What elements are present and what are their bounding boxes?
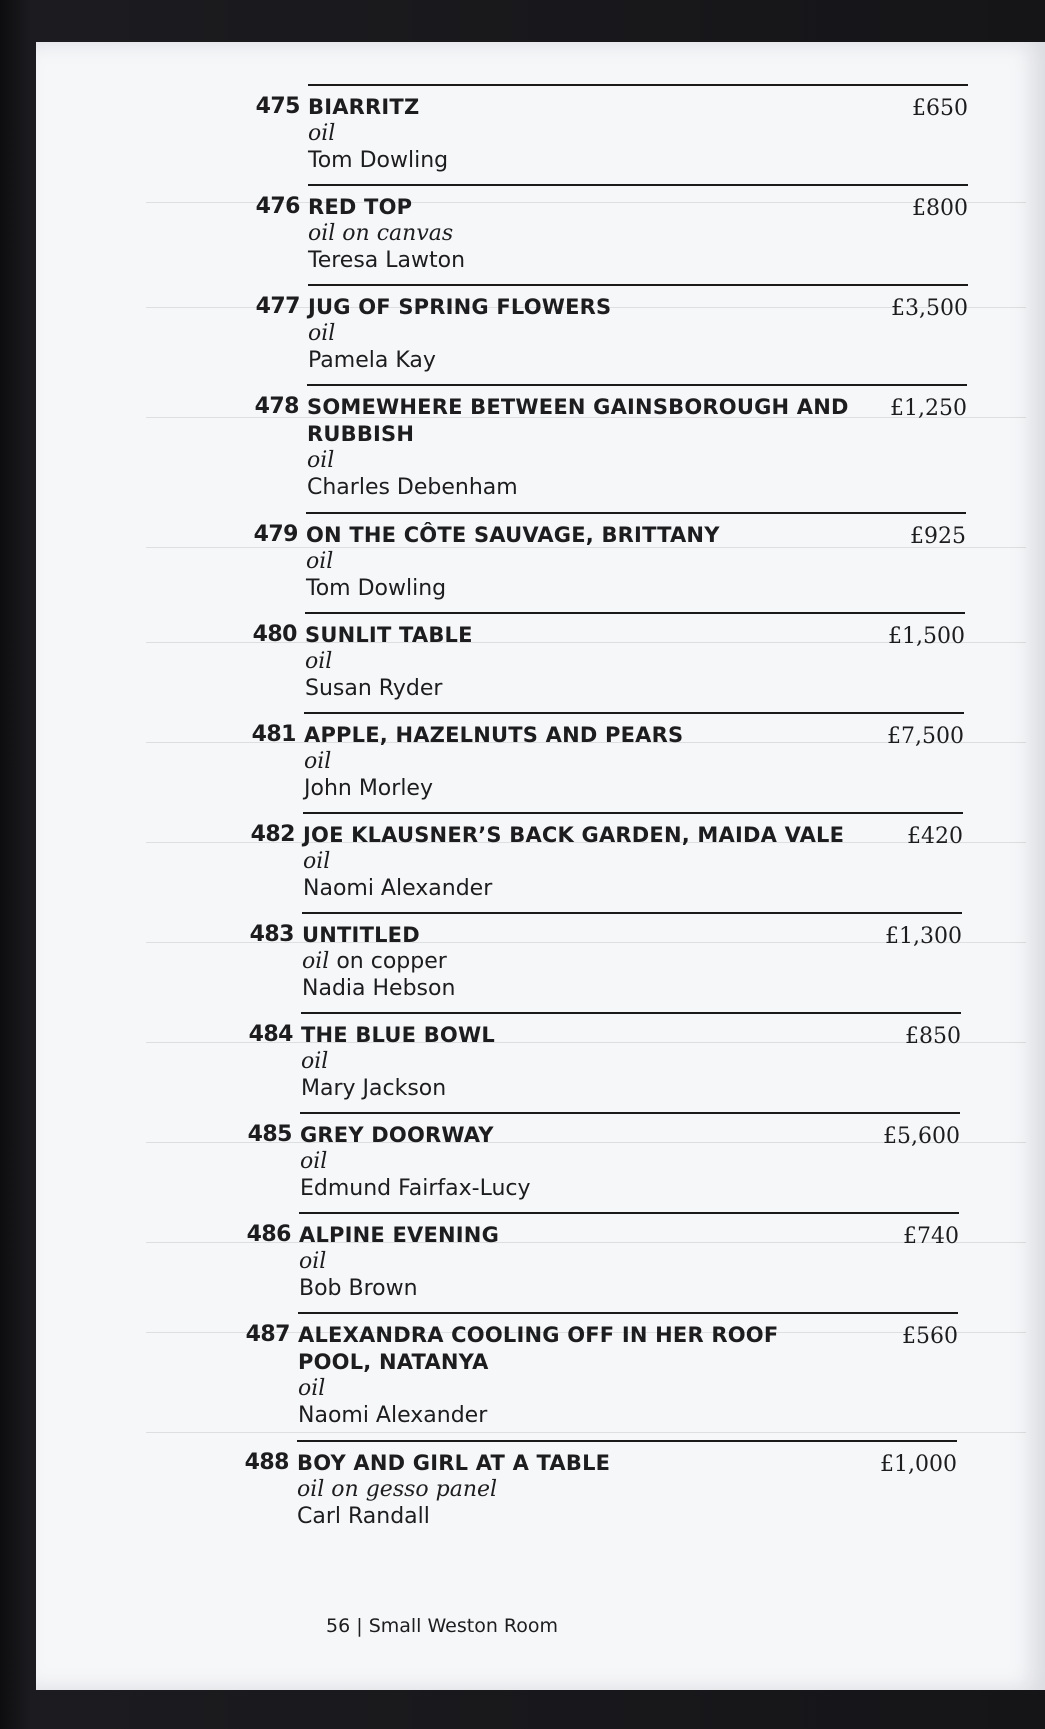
artwork-price: £7,500 bbox=[887, 724, 964, 749]
lot-number: 483 bbox=[249, 922, 294, 947]
lot-number: 478 bbox=[254, 394, 299, 419]
entry-divider bbox=[299, 1212, 959, 1214]
catalogue-entry bbox=[248, 512, 1045, 612]
catalogue-page bbox=[36, 42, 1045, 1690]
artwork-price: £650 bbox=[912, 96, 968, 121]
lot-number: 475 bbox=[255, 94, 300, 119]
artwork-title: JUG OF SPRING FLOWERS bbox=[308, 295, 612, 319]
artwork-title: ALPINE EVENING bbox=[299, 1223, 500, 1247]
artwork-price: £925 bbox=[910, 524, 966, 549]
lot-number: 486 bbox=[246, 1222, 291, 1247]
artwork-title: SUNLIT TABLE bbox=[305, 623, 473, 647]
artwork-title: ON THE CÔTE SAUVAGE, BRITTANY bbox=[306, 523, 720, 547]
lot-number: 488 bbox=[244, 1450, 289, 1475]
entry-divider bbox=[302, 912, 962, 914]
lot-number: 479 bbox=[253, 522, 298, 547]
artwork-medium: oil bbox=[300, 1149, 328, 1174]
artwork-price: £1,250 bbox=[890, 396, 967, 421]
artwork-price: £850 bbox=[905, 1024, 961, 1049]
artwork-medium: oil bbox=[299, 1249, 327, 1274]
artwork-price: £420 bbox=[907, 824, 963, 849]
artwork-medium: oil bbox=[306, 549, 334, 574]
artwork-medium: oil bbox=[307, 448, 335, 473]
medium-support: on copper bbox=[329, 949, 447, 974]
lot-number: 485 bbox=[247, 1122, 292, 1147]
artwork-price: £3,500 bbox=[891, 296, 968, 321]
artist-name: Edmund Fairfax-Lucy bbox=[300, 1176, 531, 1201]
lot-number: 477 bbox=[255, 294, 300, 319]
section-name: Small Weston Room bbox=[368, 1615, 559, 1637]
lot-number: 487 bbox=[245, 1322, 290, 1347]
artwork-title: GREY DOORWAY bbox=[300, 1123, 494, 1147]
entry-divider bbox=[300, 1112, 960, 1114]
entry-divider bbox=[297, 1440, 957, 1442]
lot-number: 480 bbox=[252, 622, 297, 647]
artwork-medium: oil bbox=[308, 121, 336, 146]
artist-name: Bob Brown bbox=[299, 1276, 418, 1301]
artist-name: Naomi Alexander bbox=[303, 876, 493, 901]
catalogue-entry bbox=[250, 284, 1045, 384]
artwork-title: SOMEWHERE BETWEEN GAINSBOROUGH AND RUBBISH bbox=[307, 395, 849, 446]
catalogue-entry bbox=[240, 1312, 1045, 1428]
artwork-title: BIARRITZ bbox=[308, 95, 420, 119]
artwork-medium: oil bbox=[301, 1049, 329, 1074]
entry-divider bbox=[308, 184, 968, 186]
artist-name: Pamela Kay bbox=[308, 348, 436, 373]
artwork-medium: oil bbox=[308, 321, 336, 346]
catalogue-entry bbox=[241, 1212, 1045, 1312]
artist-name: Naomi Alexander bbox=[298, 1403, 488, 1428]
entry-divider bbox=[304, 712, 964, 714]
entry-divider bbox=[303, 812, 963, 814]
lot-number: 482 bbox=[250, 822, 295, 847]
footer-separator: | bbox=[356, 1615, 363, 1637]
artwork-medium: oil bbox=[303, 849, 331, 874]
entry-divider bbox=[308, 84, 968, 86]
entry-divider bbox=[307, 384, 967, 386]
artwork-price: £1,000 bbox=[880, 1452, 957, 1477]
artwork-medium: oil on canvas bbox=[308, 221, 454, 246]
artist-name: John Morley bbox=[304, 776, 433, 801]
catalogue-list bbox=[36, 42, 1045, 1690]
artwork-medium: oil bbox=[298, 1376, 326, 1401]
artwork-price: £740 bbox=[903, 1224, 959, 1249]
entry-divider bbox=[308, 284, 968, 286]
artwork-price: £1,500 bbox=[888, 624, 965, 649]
artist-name: Susan Ryder bbox=[305, 676, 443, 701]
artist-name: Mary Jackson bbox=[301, 1076, 447, 1101]
artwork-medium: oil bbox=[304, 749, 332, 774]
artwork-title: APPLE, HAZELNUTS AND PEARS bbox=[304, 723, 684, 747]
catalogue-entry bbox=[250, 84, 1045, 184]
lot-number: 476 bbox=[255, 194, 300, 219]
entry-divider bbox=[305, 612, 965, 614]
artwork-price: £560 bbox=[902, 1324, 958, 1349]
catalogue-entry bbox=[239, 1440, 1045, 1540]
artwork-price: £5,600 bbox=[883, 1124, 960, 1149]
page-footer bbox=[326, 1615, 558, 1637]
artwork-title: THE BLUE BOWL bbox=[301, 1023, 495, 1047]
artwork-title: ALEXANDRA COOLING OFF IN HER ROOF POOL, NATANYA bbox=[298, 1323, 779, 1374]
artwork-medium: oil on gesso panel bbox=[297, 1477, 498, 1502]
entry-divider bbox=[301, 1012, 961, 1014]
artist-name: Tom Dowling bbox=[306, 576, 447, 601]
lot-number: 484 bbox=[248, 1022, 293, 1047]
page-number: 56 bbox=[326, 1615, 351, 1637]
catalogue-entry bbox=[243, 1012, 1045, 1112]
artist-name: Tom Dowling bbox=[308, 148, 449, 173]
catalogue-entry bbox=[245, 812, 1045, 912]
artwork-title: JOE KLAUSNER’S BACK GARDEN, MAIDA VALE bbox=[303, 823, 845, 847]
artwork-price: £1,300 bbox=[885, 924, 962, 949]
entry-divider bbox=[298, 1312, 958, 1314]
catalogue-entry bbox=[250, 184, 1045, 284]
artist-name: Carl Randall bbox=[297, 1504, 430, 1529]
catalogue-entry bbox=[249, 384, 1045, 500]
artwork-price: £800 bbox=[912, 196, 968, 221]
catalogue-entry bbox=[246, 712, 1045, 812]
artwork-title: BOY AND GIRL AT A TABLE bbox=[297, 1451, 611, 1475]
artwork-title: RED TOP bbox=[308, 195, 413, 219]
lot-number: 481 bbox=[251, 722, 296, 747]
artwork-title: UNTITLED bbox=[302, 923, 420, 947]
entry-divider bbox=[306, 512, 966, 514]
medium-material: oil bbox=[302, 949, 330, 974]
artist-name: Nadia Hebson bbox=[302, 976, 456, 1001]
catalogue-entry bbox=[247, 612, 1045, 712]
catalogue-entry bbox=[244, 912, 1045, 1012]
artist-name: Charles Debenham bbox=[307, 475, 518, 500]
artwork-medium bbox=[302, 949, 447, 974]
catalogue-entry bbox=[242, 1112, 1045, 1212]
artist-name: Teresa Lawton bbox=[308, 248, 466, 273]
artwork-medium: oil bbox=[305, 649, 333, 674]
